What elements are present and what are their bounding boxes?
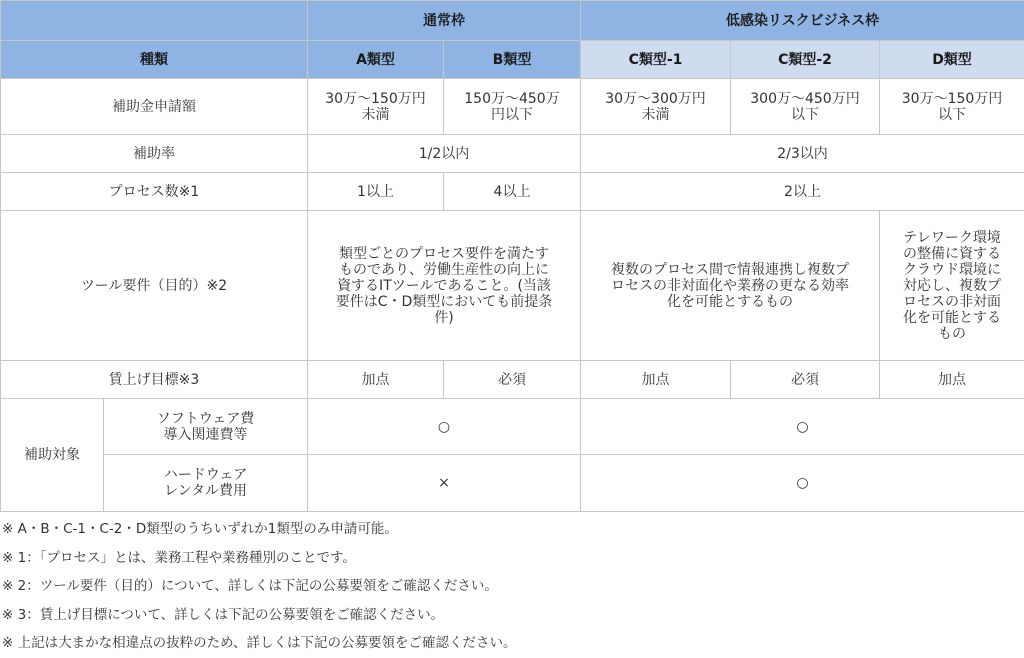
amount-b: 150万～450万 円以下 xyxy=(444,79,581,135)
amount-d: 30万～150万円 以下 xyxy=(880,79,1024,135)
header-blank-cell xyxy=(1,1,308,41)
process-b: 4以上 xyxy=(444,173,581,211)
wage-b: 必須 xyxy=(444,361,581,399)
row-process-label: プロセス数※1 xyxy=(1,173,308,211)
target-software-label: ソフトウェア費 導入関連費等 xyxy=(104,399,308,455)
wage-a: 加点 xyxy=(308,361,444,399)
row-process xyxy=(1,173,1024,211)
header-type-row xyxy=(1,41,1024,79)
header-type-d: D類型 xyxy=(880,41,1024,79)
header-type-b: B類型 xyxy=(444,41,581,79)
rate-normal: 1/2以内 xyxy=(308,135,581,173)
tool-normal: 類型ごとのプロセス要件を満たす ものであり、労働生産性の向上に 資するITツールであること。(当該 要件はC・D類型においても前提条 件) xyxy=(308,211,581,361)
footnote: ※ A・B・C-1・C-2・D類型のうちいずれか1類型のみ申請可能。 xyxy=(2,515,1024,544)
footnote: ※ 3：賃上げ目標について、詳しくは下記の公募要領をご確認ください。 xyxy=(2,601,1024,630)
header-group-low-risk: 低感染リスクビジネス枠 xyxy=(581,1,1024,41)
header-group-row xyxy=(1,1,1024,41)
header-type-c2: C類型-2 xyxy=(731,41,880,79)
target-software-low-risk: ○ xyxy=(581,399,1024,455)
row-wage-label: 賃上げ目標※3 xyxy=(1,361,308,399)
tool-d: テレワーク環境 の整備に資する クラウド環境に 対応し、複数プ ロセスの非対面 化を可能とする もの xyxy=(880,211,1024,361)
row-rate-label: 補助率 xyxy=(1,135,308,173)
row-rate xyxy=(1,135,1024,173)
footnotes xyxy=(0,512,1024,658)
footnote: ※ 1：「プロセス」とは、業務工程や業務種別のことです。 xyxy=(2,544,1024,573)
process-low-risk: 2以上 xyxy=(581,173,1024,211)
rate-low-risk: 2/3以内 xyxy=(581,135,1024,173)
target-hardware-normal: × xyxy=(308,455,581,512)
wage-c1: 加点 xyxy=(581,361,731,399)
target-software-normal: ○ xyxy=(308,399,581,455)
wage-c2: 必須 xyxy=(731,361,880,399)
footnote: ※ 2：ツール要件（目的）について、詳しくは下記の公募要領をご確認ください。 xyxy=(2,572,1024,601)
tool-c: 複数のプロセス間で情報連携し複数プ ロセスの非対面化や業務の更なる効率 化を可能とするもの xyxy=(581,211,880,361)
row-amount-label: 補助金申請額 xyxy=(1,79,308,135)
header-type-c1: C類型-1 xyxy=(581,41,731,79)
footnote: ※ 上記は大まかな相違点の抜粋のため、詳しくは下記の公募要領をご確認ください。 xyxy=(2,629,1024,658)
row-wage xyxy=(1,361,1024,399)
wage-d: 加点 xyxy=(880,361,1024,399)
header-type-label: 種類 xyxy=(1,41,308,79)
process-a: 1以上 xyxy=(308,173,444,211)
header-type-a: A類型 xyxy=(308,41,444,79)
row-target-software xyxy=(1,399,1024,455)
row-target-label: 補助対象 xyxy=(1,399,104,512)
row-amount xyxy=(1,79,1024,135)
row-tool xyxy=(1,211,1024,361)
row-target-hardware xyxy=(1,455,1024,512)
amount-c1: 30万～300万円 未満 xyxy=(581,79,731,135)
amount-c2: 300万～450万円 以下 xyxy=(731,79,880,135)
amount-a: 30万～150万円 未満 xyxy=(308,79,444,135)
row-tool-label: ツール要件（目的）※2 xyxy=(1,211,308,361)
target-hardware-low-risk: ○ xyxy=(581,455,1024,512)
target-hardware-label: ハードウェア レンタル費用 xyxy=(104,455,308,512)
header-group-normal: 通常枠 xyxy=(308,1,581,41)
